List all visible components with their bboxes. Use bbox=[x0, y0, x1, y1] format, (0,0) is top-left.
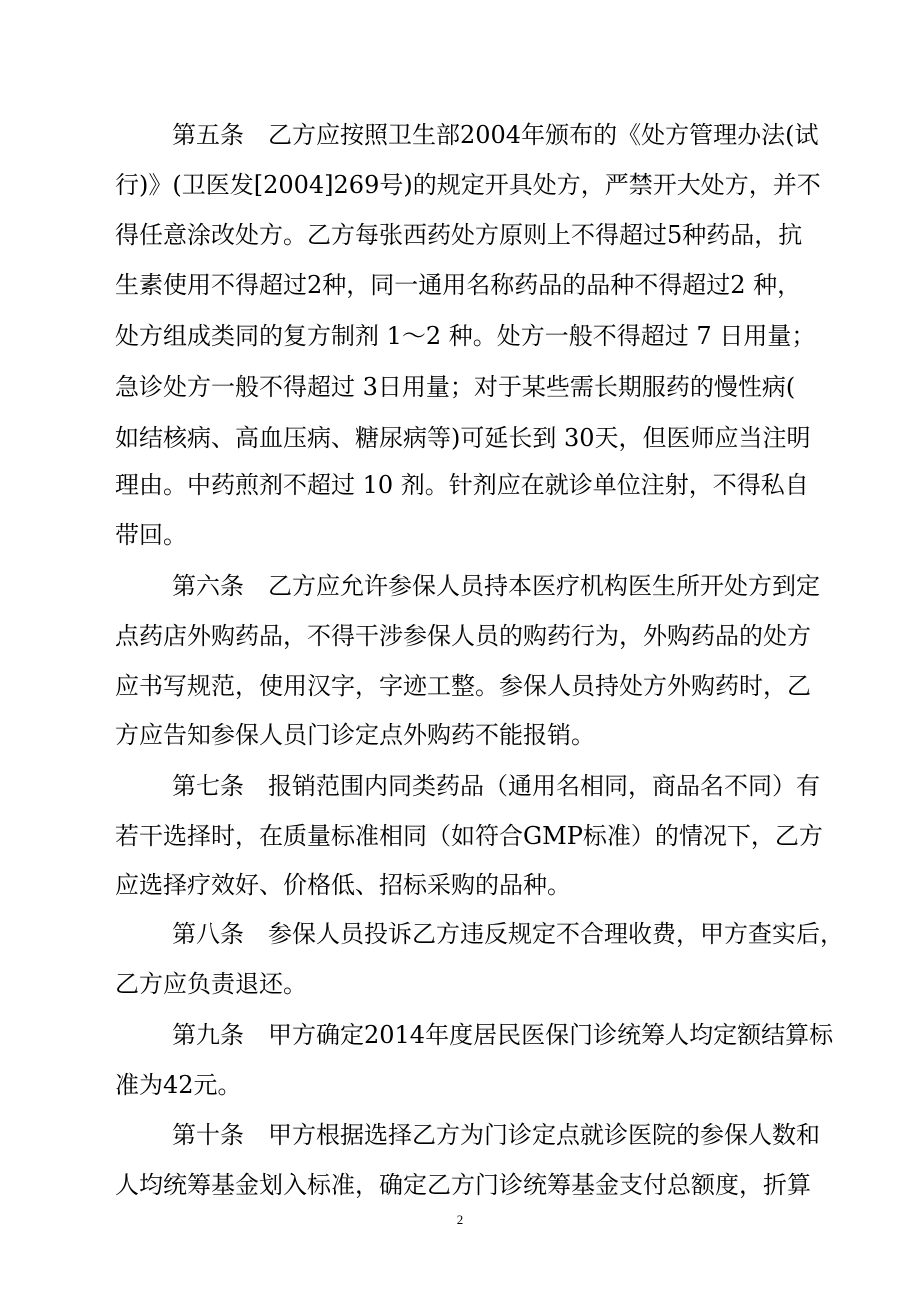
text-line: 行)》(卫医发[2004]269号)的规定开具处方，严禁开大处方，并不 bbox=[115, 171, 821, 199]
text-line: 若干选择时，在质量标准相同（如符合GMP标准）的情况下，乙方 bbox=[115, 822, 823, 850]
text-line: 如结核病、高血压病、糖尿病等)可延长到 30天，但医师应当注明 bbox=[115, 424, 811, 452]
page-number: 2 bbox=[456, 1212, 464, 1227]
text-line: 理由。中药煎剂不超过 10 剂。针剂应在就诊单位注射，不得私自 bbox=[115, 471, 809, 499]
text-line: 人均统筹基金划入标准，确定乙方门诊统筹基金支付总额度，折算 bbox=[115, 1171, 811, 1199]
text-line: 方应告知参保人员门诊定点外购药不能报销。 bbox=[115, 721, 595, 749]
text-line: 第五条 乙方应按照卫生部2004年颁布的《处方管理办法(试 bbox=[172, 121, 819, 149]
text-line: 带回。 bbox=[115, 521, 187, 549]
text-line: 第十条 甲方根据选择乙方为门诊定点就诊医院的参保人数和 bbox=[172, 1121, 820, 1149]
text-line: 应书写规范，使用汉字，字迹工整。参保人员持处方外购药时，乙 bbox=[115, 672, 811, 700]
text-line: 第九条 甲方确定2014年度居民医保门诊统筹人均定额结算标 bbox=[172, 1021, 834, 1049]
text-line: 第七条 报销范围内同类药品（通用名相同，商品名不同）有 bbox=[172, 772, 820, 800]
text-line: 第六条 乙方应允许参保人员持本医疗机构医生所开处方到定 bbox=[172, 572, 820, 600]
text-line: 点药店外购药品，不得干涉参保人员的购药行为，外购药品的处方 bbox=[115, 622, 811, 650]
text-line: 处方组成类同的复方制剂 1～2 种。处方一般不得超过 7 日用量； bbox=[115, 322, 816, 350]
text-line: 乙方应负责退还。 bbox=[115, 970, 307, 998]
text-line: 第八条 参保人员投诉乙方违反规定不合理收费，甲方查实后， bbox=[172, 920, 844, 948]
text-line: 得任意涂改处方。乙方每张西药处方原则上不得超过5种药品，抗 bbox=[115, 221, 803, 249]
text-line: 生素使用不得超过2种，同一通用名称药品的品种不得超过2 种， bbox=[115, 271, 802, 299]
text-line: 准为42元。 bbox=[115, 1071, 242, 1099]
text-line: 应选择疗效好、价格低、招标采购的品种。 bbox=[115, 871, 571, 899]
text-line: 急诊处方一般不得超过 3日用量；对于某些需长期服药的慢性病( bbox=[115, 373, 796, 401]
